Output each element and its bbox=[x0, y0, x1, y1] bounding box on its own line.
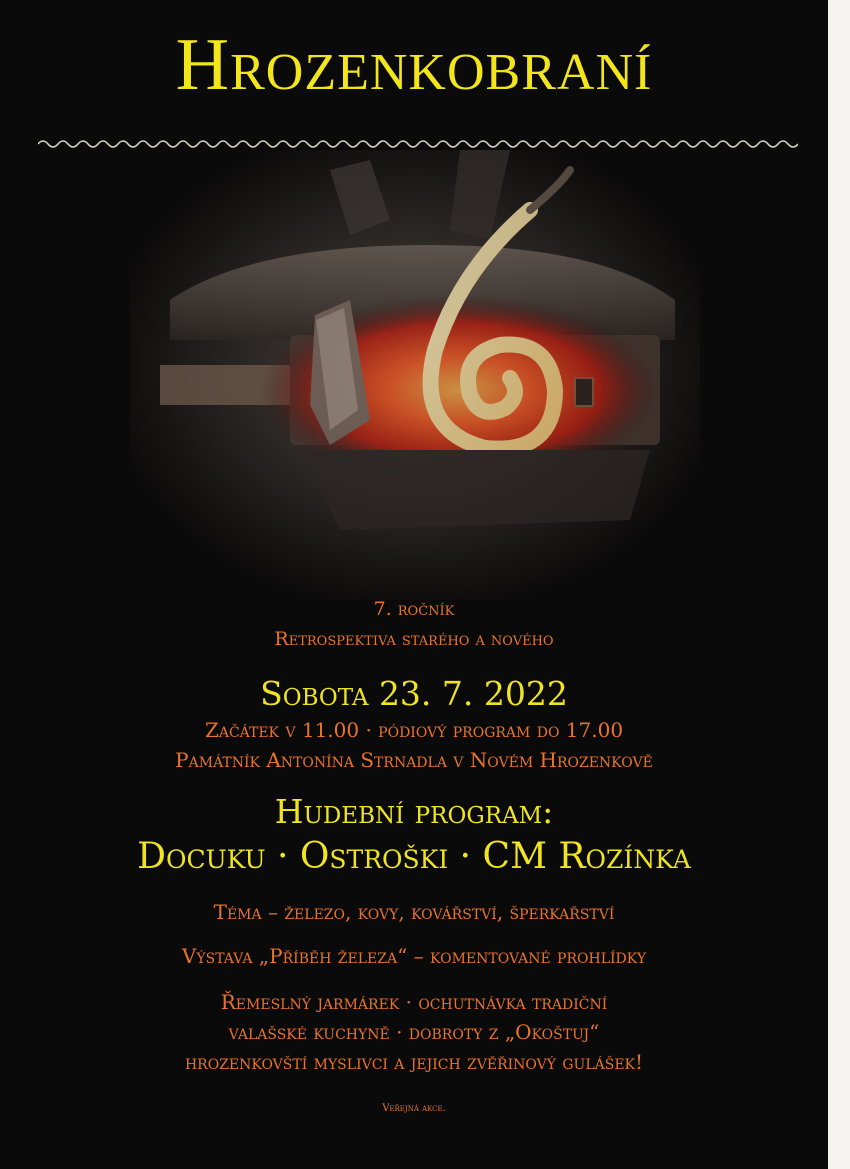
edition-label: 7. ročník bbox=[373, 598, 455, 620]
poster-title: Hrozenkobraní bbox=[175, 24, 653, 106]
music-heading: Hudební program: bbox=[274, 792, 554, 831]
venue: Památník Antonína Strnadla v Novém Hrozenkově bbox=[175, 748, 653, 772]
theme: Téma – železo, kovy, kovářství, šperkařství bbox=[213, 900, 615, 924]
subtitle: Retrospektiva starého a nového bbox=[274, 628, 554, 650]
anvil-photo bbox=[130, 150, 700, 600]
exhibition: Výstava „Příběh železa“ – komentované prohlídky bbox=[181, 944, 647, 968]
schedule: Začátek v 11.00 · pódiový program do 17.00 bbox=[204, 718, 624, 742]
footer-note: Veřejná akce. bbox=[382, 1103, 446, 1114]
market-line-2: valašské kuchyně · dobroty z „Okoštuj“ bbox=[228, 1020, 600, 1044]
band-list: Docuku · Ostroški · CM Rozínka bbox=[137, 836, 691, 877]
market-line-3: hrozenkovští myslivci a jejich zvěřinový gulášek! bbox=[184, 1050, 644, 1074]
market-line-1: Řemeslný jarmárek · ochutnávka tradiční bbox=[220, 990, 608, 1014]
event-date: Sobota 23. 7. 2022 bbox=[260, 674, 568, 713]
